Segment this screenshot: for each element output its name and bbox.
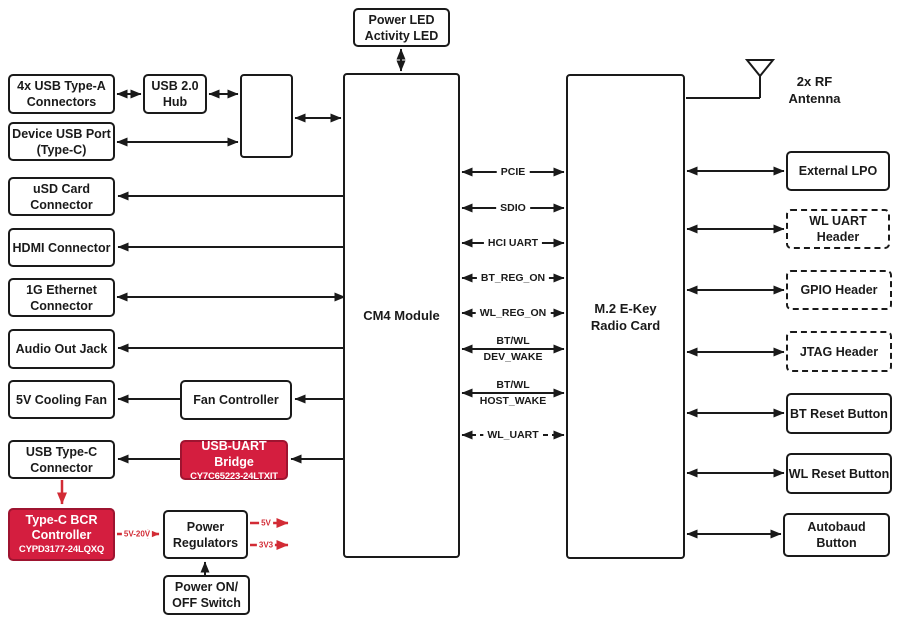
hdmi-box xyxy=(8,228,115,267)
device-usb-line1: Device USB Port xyxy=(12,126,111,141)
power-regulators-box xyxy=(163,510,248,559)
wl-uart-header-box xyxy=(786,209,890,249)
cooling-fan-label: 5V Cooling Fan xyxy=(16,392,107,407)
rail-label-3v3: 3V3 xyxy=(258,540,274,550)
power-switch-line2: OFF Switch xyxy=(172,596,241,610)
signal-host-wake-line1: BT/WL xyxy=(496,379,530,391)
regulators-line1: Power xyxy=(186,519,225,534)
usd-line1: uSD Card xyxy=(33,181,90,196)
device-usb-line2: (Type-C) xyxy=(36,142,87,157)
signal-hci-uart: HCI UART xyxy=(484,237,542,249)
bcr-line2: Controller xyxy=(31,528,92,542)
wl-reset-button-box xyxy=(786,453,892,494)
power-led-box xyxy=(353,8,450,47)
signal-dev-wake-line1: BT/WL xyxy=(496,335,530,347)
cm4-module-label: CM4 Module xyxy=(363,307,440,323)
usb-uart-bridge-part: CY7C65223-24LTXIT xyxy=(190,470,278,482)
ethernet-line1: 1G Ethernet xyxy=(26,282,97,297)
signal-dev-wake-line2: DEV_WAKE xyxy=(483,351,543,363)
fan-controller-box xyxy=(180,380,292,420)
power-switch-box xyxy=(163,575,250,615)
usb-type-c-line2: Connector xyxy=(30,460,93,475)
signal-host-wake-line2: HOST_WAKE xyxy=(479,395,547,407)
jtag-header-label: JTAG Header xyxy=(799,344,879,359)
ethernet-line2: Connector xyxy=(30,298,93,313)
usb-uart-bridge-title: USB-UART Bridge xyxy=(201,438,267,469)
signal-dev-wake xyxy=(484,336,543,362)
wl-uart-header-line1: WL UART xyxy=(809,214,867,228)
usb-hub-box xyxy=(143,74,207,114)
power-led-line2: Activity LED xyxy=(364,28,439,43)
power-switch-line1: Power ON/ xyxy=(174,580,239,594)
m2-right-wires xyxy=(687,171,784,534)
signal-host-wake xyxy=(480,380,547,406)
signal-wl-uart: WL_UART xyxy=(483,429,542,441)
usd-card-box xyxy=(8,177,115,216)
usb-type-c-box xyxy=(8,440,115,479)
usb-hub-line2: Hub xyxy=(162,95,188,109)
hdmi-label: HDMI Connector xyxy=(12,240,111,255)
autobaud-line2: Button xyxy=(816,536,857,550)
usb-type-a-line1: 4x USB Type-A xyxy=(17,79,106,93)
bt-reset-label: BT Reset Button xyxy=(790,406,888,421)
ethernet-box xyxy=(8,278,115,317)
usb-hub-line1: USB 2.0 xyxy=(151,79,199,93)
cm4-module-box xyxy=(343,73,460,558)
usb-mux-switch-box xyxy=(240,74,293,158)
rf-antenna-label xyxy=(772,73,857,107)
bcr-part: CYPD3177-24LQXQ xyxy=(18,544,105,555)
usd-line2: Connector xyxy=(30,197,93,212)
signal-pcie: PCIE xyxy=(497,166,530,178)
gpio-header-label: GPIO Header xyxy=(800,283,878,297)
rf-antenna-line2: Antenna xyxy=(788,91,841,106)
bcr-line1: Type-C BCR xyxy=(25,513,98,527)
regulators-line2: Regulators xyxy=(172,535,239,550)
usb-type-a-line2: Connectors xyxy=(26,95,97,109)
power-led-line1: Power LED xyxy=(368,12,435,27)
device-usb-port-box xyxy=(8,122,115,161)
gpio-header-box xyxy=(786,270,892,310)
usb-type-a-box xyxy=(8,74,115,114)
autobaud-button-box xyxy=(783,513,890,557)
wl-reset-label: WL Reset Button xyxy=(788,466,890,481)
audio-jack-label: Audio Out Jack xyxy=(15,342,108,356)
rail-label-5v: 5V xyxy=(261,518,271,528)
m2-line1: M.2 E-Key xyxy=(594,300,657,316)
external-lpo-label: External LPO xyxy=(798,164,878,178)
m2-radio-card-box xyxy=(566,74,685,559)
usb-type-c-line1: USB Type-C xyxy=(25,444,98,459)
bt-reset-button-box xyxy=(786,393,892,434)
antenna-symbol xyxy=(686,60,773,98)
rail-label-input: 5V-20V xyxy=(123,529,151,539)
m2-line2: Radio Card xyxy=(590,317,661,333)
rf-antenna-line1: 2x RF xyxy=(796,74,833,89)
fan-controller-label: Fan Controller xyxy=(193,393,279,407)
jtag-header-box xyxy=(786,331,892,372)
antenna-icon xyxy=(747,60,773,76)
signal-wl-reg-on: WL_REG_ON xyxy=(476,307,551,319)
cooling-fan-box xyxy=(8,380,115,419)
signal-sdio: SDIO xyxy=(496,202,530,214)
audio-jack-box xyxy=(8,329,115,369)
autobaud-line1: Autobaud xyxy=(807,520,866,534)
usb-uart-bridge-box xyxy=(180,440,288,480)
type-c-bcr-box xyxy=(8,508,115,561)
external-lpo-box xyxy=(786,151,890,191)
signal-bt-reg-on: BT_REG_ON xyxy=(477,272,549,284)
wl-uart-header-line2: Header xyxy=(816,230,860,244)
